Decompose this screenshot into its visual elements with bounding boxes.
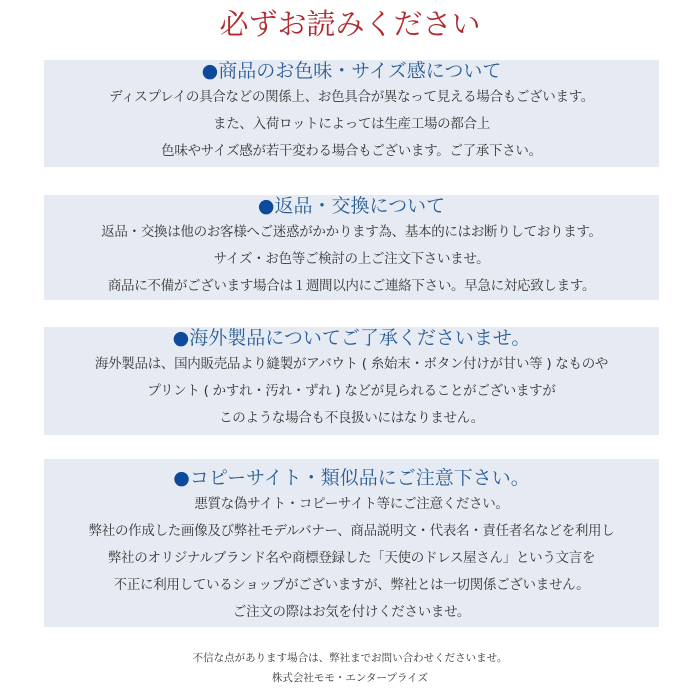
body-line: 悪質な偽サイト・コピーサイト等にご注意ください。 — [194, 496, 509, 512]
body-line: ご注文の際はお気を付けくださいませ。 — [232, 604, 471, 620]
body-line: 海外製品は、国内販売品より縫製がアバウト ( 糸始末・ボタン付けが甘い等 ) なものや — [94, 356, 609, 372]
footer-company: 株式会社モモ・エンタープライズ — [271, 672, 429, 684]
heading-text: コピーサイト・類似品にご注意下さい。 — [189, 467, 530, 489]
body-line: また、入荷ロットによっては生産工場の都合上 — [213, 116, 490, 132]
section-overseas-products — [44, 327, 659, 435]
body-line: プリント ( かすれ・汚れ・ずれ ) などが見られることがございますが — [147, 383, 556, 399]
section-copy-sites — [44, 459, 659, 627]
body-line: 弊社のオリジナルブランド名や商標登録した「天使のドレス屋さん」という文言を — [107, 550, 596, 566]
body-line: 弊社の作成した画像及び弊社モデルバナー、商品説明文・代表名・責任者名などを利用し — [88, 523, 615, 539]
section-color-size — [44, 60, 659, 167]
bullet-icon: ● — [257, 195, 275, 217]
heading-text: 商品のお色味・サイズ感について — [218, 60, 502, 82]
section-returns — [44, 195, 659, 300]
body-line: 不正に利用しているショップがございますが、弊社とは一切関係ございません。 — [113, 577, 590, 593]
section-heading — [44, 193, 659, 219]
body-line: 返品・交換は他のお客様へご迷惑がかかります為、基本的にはお断りしております。 — [101, 224, 602, 240]
footer-note: 不信な点があります場合は、弊社までお問い合わせくださいませ。 — [192, 652, 508, 664]
section-heading — [44, 58, 659, 84]
heading-text: 返品・交換について — [274, 195, 446, 217]
body-line: 色味やサイズ感が若干変わる場合もございます。ご了承下さい。 — [161, 143, 542, 159]
section-heading — [44, 465, 659, 491]
bullet-icon: ● — [201, 60, 219, 82]
section-heading — [44, 325, 659, 351]
bullet-icon: ● — [173, 467, 190, 489]
body-line: サイズ・お色等ご検討の上ご注文下さいませ。 — [213, 251, 490, 267]
body-line: ディスプレイの具合などの関係上、お色具合が異なって見える場合もございます。 — [108, 89, 595, 105]
page-title: 必ずお読みください — [219, 7, 481, 41]
body-line: 商品に不備がございます場合は１週間以内にご連絡下さい。早急に対応致します。 — [107, 278, 596, 294]
body-line: このような場合も不良扱いにはなりません。 — [219, 410, 484, 426]
heading-text: 海外製品についてご了承くださいませ。 — [189, 327, 531, 349]
bullet-icon: ● — [172, 327, 190, 349]
